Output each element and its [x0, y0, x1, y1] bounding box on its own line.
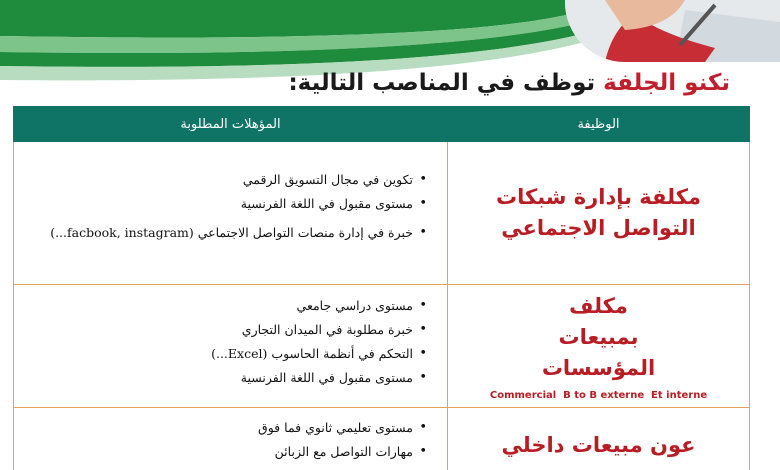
- job-cell: [448, 142, 750, 285]
- table-row: [14, 285, 750, 408]
- header-photo: [565, 0, 780, 62]
- table-header-row: [14, 107, 750, 142]
- qualifications-cell: [14, 285, 448, 408]
- job-subtitle: Commercial B to B externe Et interne: [489, 390, 708, 401]
- qualification-item: • مستوى مقبول في اللغة الفرنسية: [22, 370, 427, 386]
- qualification-item: • خبرة في إدارة منصات التواصل الاجتماعي (facbook, instagram...): [22, 220, 427, 246]
- qualification-item: • تكوين في مجال التسويق الرقمي: [22, 172, 427, 188]
- headline-text: توظف في المناصب التالية:: [288, 70, 596, 96]
- qualifications-cell: [14, 408, 448, 470]
- qualifications-list: [14, 420, 447, 460]
- table-row: [14, 408, 750, 470]
- qualifications-cell: [14, 142, 448, 285]
- job-title: عون مبيعات داخلي: [501, 433, 696, 457]
- table-row: [14, 142, 750, 285]
- qualification-item: • مهارات التواصل مع الزبائن: [22, 444, 427, 460]
- qualification-item: • مستوى دراسي جامعي: [22, 298, 427, 314]
- qualifications-list: [14, 298, 447, 386]
- headline-company: تكنو الجلفة: [603, 70, 730, 96]
- qualifications-list: [14, 172, 447, 246]
- qualification-item: • مستوى مقبول في اللغة الفرنسية: [22, 196, 427, 212]
- pen-icon: [565, 0, 780, 62]
- jobs-table: [13, 106, 750, 470]
- page-headline: [288, 70, 730, 96]
- column-header-qualifications: المؤهلات المطلوبة: [14, 107, 448, 142]
- qualification-item: • مستوى تعليمي ثانوي فما فوق: [22, 420, 427, 436]
- job-cell: [448, 285, 750, 408]
- job-title: مكلفة بإدارة شبكات التواصل الاجتماعي: [496, 185, 701, 240]
- column-header-job: الوظيفة: [448, 107, 750, 142]
- job-cell: [448, 408, 750, 470]
- qualification-item: • خبرة مطلوبة في الميدان التجاري: [22, 322, 427, 338]
- qualification-item: • التحكم في أنظمة الحاسوب (Excel...): [22, 346, 427, 362]
- job-title: مكلف بمبيعات المؤسسات: [541, 294, 656, 380]
